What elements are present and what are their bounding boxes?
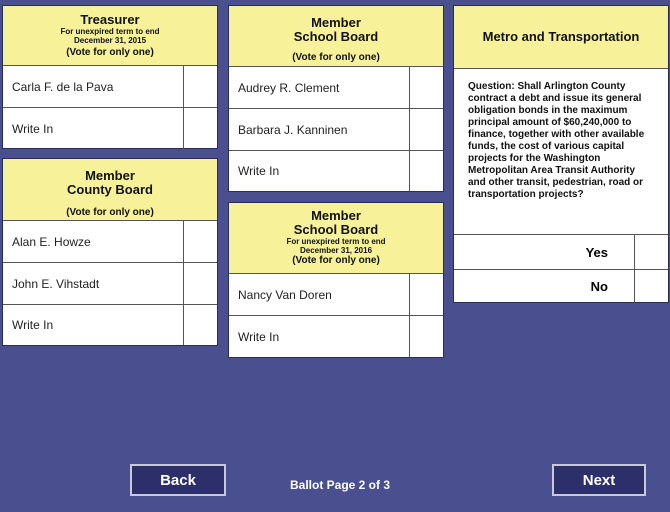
school-board-header: [229, 6, 443, 67]
selection-box[interactable]: [183, 66, 217, 107]
candidate-name: Nancy Van Doren: [238, 287, 332, 302]
contest-title: Member: [85, 168, 135, 183]
candidate-row[interactable]: [3, 66, 217, 108]
ballot-question-text: Question: Shall Arlington County contract a debt and issue its general obligation bonds in the maximum principal amount of $60,240,000 to finance, together with other available funds, the cost of various capital projects for the Washington Metropolitan Area Transit Authority and other transit, pedestrian, road or transportation projects?: [468, 81, 645, 200]
selection-box[interactable]: [409, 151, 443, 191]
contest-title-line2: County Board: [67, 182, 153, 197]
candidate-name: Barbara J. Kanninen: [238, 122, 348, 137]
county-board-contest: [2, 158, 218, 346]
vote-instruction: (Vote for only one): [292, 255, 380, 266]
contest-title-line2: School Board: [293, 29, 379, 44]
write-in-row[interactable]: [229, 151, 443, 191]
no-label: No: [590, 279, 608, 294]
vote-instruction: (Vote for only one): [66, 47, 154, 58]
candidate-row[interactable]: [229, 67, 443, 109]
selection-box[interactable]: [183, 108, 217, 149]
yes-label: Yes: [585, 244, 608, 260]
write-in-label: Write In: [238, 164, 280, 178]
selection-box[interactable]: [183, 263, 217, 304]
vote-instruction: (Vote for only one): [66, 207, 154, 218]
candidate-row[interactable]: [229, 274, 443, 316]
vote-instruction: (Vote for only one): [292, 52, 380, 63]
next-button[interactable]: Next: [552, 464, 646, 496]
contest-title: Member: [311, 208, 361, 223]
selection-box[interactable]: [409, 67, 443, 108]
contest-title: Member: [311, 15, 361, 30]
metro-question-contest: [453, 5, 669, 303]
school-board-unexpired-contest: [228, 202, 444, 358]
contest-term: For unexpired term to end: [60, 27, 160, 36]
contest-title: Treasurer: [80, 12, 140, 27]
selection-box[interactable]: [409, 316, 443, 357]
school-board-unexpired-header: [229, 203, 443, 274]
candidate-row[interactable]: [3, 263, 217, 305]
contest-title: Metro and Transportation: [482, 29, 640, 44]
selection-box[interactable]: [183, 305, 217, 345]
county-board-header: [3, 159, 217, 221]
contest-term: For unexpired term to end: [286, 237, 386, 246]
page-indicator: Ballot Page 2 of 3: [289, 478, 391, 492]
write-in-label: Write In: [12, 121, 54, 136]
write-in-row[interactable]: [3, 108, 217, 149]
school-board-contest: [228, 5, 444, 192]
back-button[interactable]: Back: [130, 464, 226, 496]
yes-option-row[interactable]: [454, 234, 668, 269]
selection-box[interactable]: [634, 270, 668, 303]
candidate-name: Carla F. de la Pava: [12, 79, 114, 94]
write-in-label: Write In: [238, 329, 280, 344]
write-in-row[interactable]: [229, 316, 443, 357]
candidate-row[interactable]: [229, 109, 443, 151]
metro-header: [454, 6, 668, 69]
contest-term-date: December 31, 2015: [73, 36, 147, 45]
treasurer-header: [3, 6, 217, 66]
write-in-row[interactable]: [3, 305, 217, 345]
write-in-label: Write In: [12, 318, 54, 332]
selection-box[interactable]: [409, 274, 443, 315]
candidate-name: Audrey R. Clement: [238, 80, 340, 95]
candidate-name: John E. Vihstadt: [12, 276, 100, 291]
treasurer-contest: [2, 5, 218, 149]
candidate-row[interactable]: [3, 221, 217, 263]
selection-box[interactable]: [409, 109, 443, 150]
contest-term-date: December 31, 2016: [299, 246, 373, 255]
no-option-row[interactable]: [454, 269, 668, 303]
selection-box[interactable]: [634, 235, 668, 269]
candidate-name: Alan E. Howze: [12, 234, 91, 249]
contest-title-line2: School Board: [293, 222, 379, 237]
selection-box[interactable]: [183, 221, 217, 262]
